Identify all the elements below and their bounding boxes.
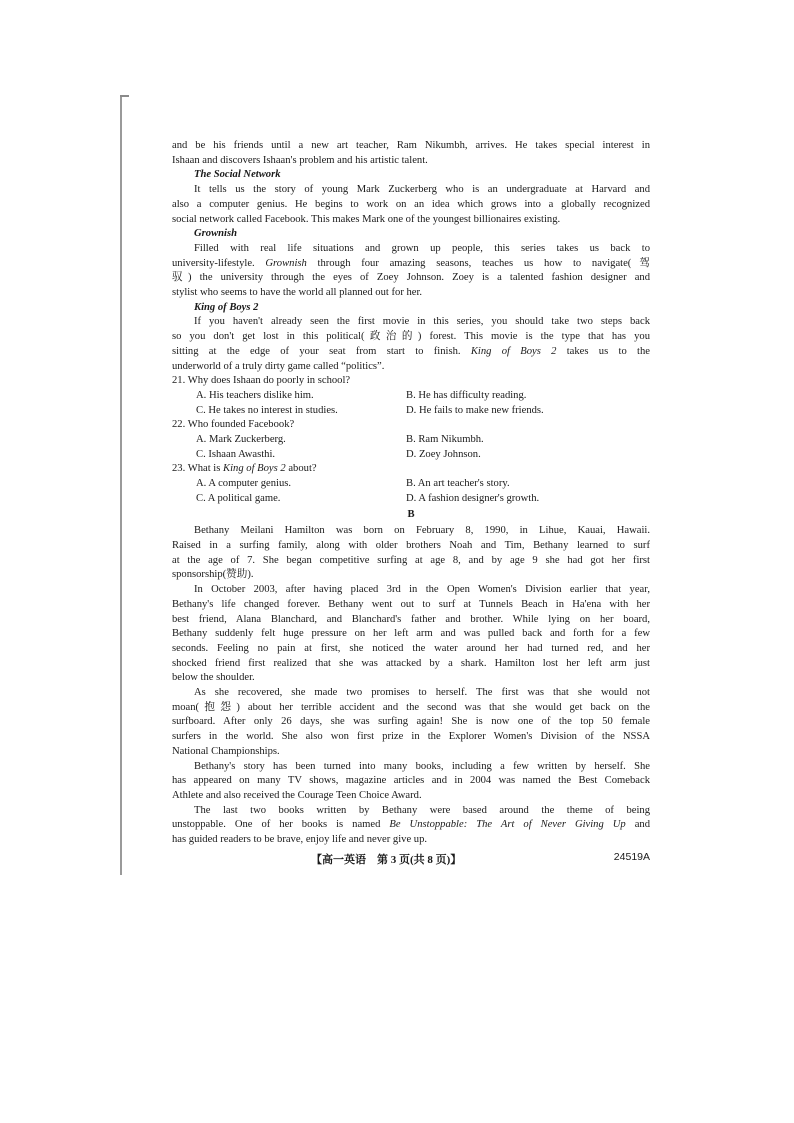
question-23-options-row (172, 492, 650, 507)
text-line: The last two books written by Bethany were based around the theme of being (194, 804, 650, 816)
text-line: In October 2003, after having placed 3rd in the Open Women's Division earlier that year, (194, 584, 650, 596)
text-line: Bethany's story has been turned into many books, including a few written by herself. She (194, 760, 650, 772)
footer-page-info: 【高一英语 第 3 页(共 8 页)】 (311, 854, 462, 866)
option-b[interactable]: B. He has difficulty reading. (406, 389, 527, 401)
intro-line: and be his friends until a new art teacher, Ram Nikumbh, arrives. He takes special interest in (172, 140, 650, 151)
text-line: sponsorship(赞助). (172, 569, 254, 581)
section-title-grownish: Grownish (194, 228, 237, 240)
text-line: If you haven't already seen the first movie in this series, you should take two steps back (194, 316, 650, 328)
section-title-social-network: The Social Network (194, 169, 281, 181)
scan-margin-tick (120, 95, 129, 97)
text-line: It tells us the story of young Mark Zuckerberg who is an undergraduate at Harvard and (194, 184, 650, 196)
text-line: As she recovered, she made two promises to herself. The first was that she would not (194, 687, 650, 699)
text-line: social network called Facebook. This makes Mark one of the youngest billionaires existing. (172, 213, 561, 225)
text-line: underworld of a truly dirty game called “politics”. (172, 360, 385, 372)
scan-margin-line (120, 95, 122, 875)
exam-page-body (172, 139, 650, 848)
text-line: below the shoulder. (172, 672, 255, 684)
text-line: Bethany suddenly felt huge pressure on her left arm and was pulled back and forth for a few (172, 628, 650, 640)
text-line: so you don't get lost in this political(政治的) forest. This movie is the type that has you (172, 331, 650, 343)
question-23-options-row (172, 477, 650, 492)
option-c[interactable]: C. Ishaan Awasthi. (196, 448, 276, 460)
footer-exam-code: 24519A (613, 851, 650, 863)
text-line: Athlete and also received the Courage Teen Choice Award. (172, 789, 422, 801)
question-21-options-row (172, 404, 650, 419)
option-c[interactable]: C. He takes no interest in studies. (196, 404, 338, 416)
question-21-options-row (172, 389, 650, 404)
text-line: seconds. Feeling no pain at first, she noticed the water around her had turned red, and her (172, 642, 650, 654)
text-line: also a computer genius. He begins to work on an idea which grows into a globally recognized (172, 198, 650, 210)
question-21-stem: 21. Why does Ishaan do poorly in school? (172, 375, 351, 387)
text-line: shocked friend first realized that she was attacked by a shark. Hamilton lost her left arm just (172, 657, 650, 669)
question-22-options-row (172, 433, 650, 448)
option-b[interactable]: B. An art teacher's story. (406, 478, 510, 490)
text-line: best friend, Alana Blanchard, and Blanchard's father and brother. While lying on her board, (172, 613, 650, 625)
section-b-label: B (407, 508, 415, 520)
option-a[interactable]: A. His teachers dislike him. (196, 389, 314, 401)
intro-line: Ishaan and discovers Ishaan's problem and his artistic talent. (172, 154, 428, 166)
text-line: stylist who seems to have the world all planned out for her. (172, 287, 423, 299)
section-title-king-of-boys: King of Boys 2 (194, 301, 259, 313)
text-line: surfboard. After only 26 days, she was surfing again! She is now one of the top 50 female (172, 716, 650, 728)
option-a[interactable]: A. Mark Zuckerberg. (196, 434, 286, 446)
text-line: has guided readers to be brave, enjoy life and never give up. (172, 834, 428, 846)
question-23-stem: 23. What is King of Boys 2 about? (172, 463, 317, 475)
text-line: university-lifestyle. Grownish through four amazing seasons, teaches us how to navigate(驾 (172, 257, 650, 269)
option-d[interactable]: D. Zoey Johnson. (406, 448, 481, 460)
text-line: Bethany's life changed forever. Bethany went out to surf at Tunnels Beach in Ha'ena with her (172, 598, 650, 610)
text-line: unstoppable. One of her books is named Be Unstoppable: The Art of Never Giving Up and (172, 819, 650, 831)
option-d[interactable]: D. A fashion designer's growth. (406, 492, 540, 504)
text-line: Bethany Meilani Hamilton was born on February 8, 1990, in Lihue, Kauai, Hawaii. (194, 525, 650, 537)
text-line: at the age of 7. She began competitive surfing at age 8, and by age 9 she had got her first (172, 554, 650, 566)
option-d[interactable]: D. He fails to make new friends. (406, 404, 544, 416)
text-line: surfers in the world. She also won first prize in the Explorer Women's Division of the NSSA (172, 731, 650, 743)
text-line: National Championships. (172, 745, 280, 757)
text-line: 驭) the university through the eyes of Zoey Johnson. Zoey is a talented fashion designer and (172, 272, 650, 284)
option-a[interactable]: A. A computer genius. (196, 478, 292, 490)
text-line: sitting at the edge of your seat from start to finish. King of Boys 2 takes us to the (172, 345, 650, 357)
text-line: has appeared on many TV shows, magazine articles and in 2004 was named the Best Comeback (172, 775, 650, 787)
text-line: moan(抱怨) about her terrible accident and the second was that she would get back on the (172, 701, 650, 713)
text-line: Raised in a surfing family, along with older brothers Noah and Tim, Bethany learned to surf (172, 539, 650, 551)
option-c[interactable]: C. A political game. (196, 492, 281, 504)
text-line: Filled with real life situations and grown up people, this series takes us back to (194, 242, 650, 254)
page-footer (172, 851, 650, 867)
question-22-stem: 22. Who founded Facebook? (172, 419, 295, 431)
option-b[interactable]: B. Ram Nikumbh. (406, 434, 484, 446)
question-22-options-row (172, 448, 650, 463)
